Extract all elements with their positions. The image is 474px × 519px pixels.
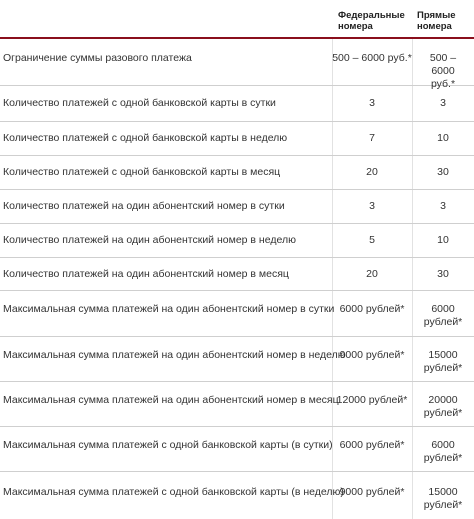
direct-value: 3 xyxy=(440,97,446,109)
table-row xyxy=(0,337,474,382)
direct-value: 20000 рублей* xyxy=(423,394,463,419)
row-label: Количество платежей на один абонентский номер в месяц xyxy=(3,268,289,280)
direct-value: 30 xyxy=(437,268,449,280)
federal-value: 6000 рублей* xyxy=(339,439,405,451)
federal-value: 3 xyxy=(369,200,375,212)
federal-value: 3 xyxy=(369,97,375,109)
row-label: Максимальная сумма платежей на один абонентский номер в сутки xyxy=(3,303,335,315)
table-row xyxy=(0,224,474,258)
row-label: Максимальная сумма платежей с одной банковской карты (в сутки) xyxy=(3,439,333,451)
federal-value: 12000 рублей* xyxy=(336,394,408,406)
direct-value: 3 xyxy=(440,200,446,212)
column-header-direct: Прямые номера xyxy=(417,10,456,32)
table-row xyxy=(0,291,474,337)
direct-value: 10 xyxy=(437,132,449,144)
table-header xyxy=(0,0,474,38)
column-header-federal: Федеральные номера xyxy=(338,10,405,32)
row-label: Количество платежей на один абонентский номер в сутки xyxy=(3,200,285,212)
table-row xyxy=(0,122,474,156)
row-label: Максимальная сумма платежей на один абонентский номер в неделю xyxy=(3,349,346,361)
table-row xyxy=(0,39,474,90)
row-label: Количество платежей на один абонентский номер в неделю xyxy=(3,234,296,246)
direct-value: 15000 рублей* xyxy=(423,486,463,511)
federal-value: 20 xyxy=(366,166,378,178)
row-label: Максимальная сумма платежей на один абонентский номер в месяц xyxy=(3,394,339,406)
direct-value: 6000 рублей* xyxy=(423,303,463,328)
federal-value: 9000 рублей* xyxy=(339,349,405,361)
federal-value: 500 – 6000 руб.* xyxy=(332,52,412,64)
row-label: Количество платежей с одной банковской карты в неделю xyxy=(3,132,288,144)
row-label: Ограничение суммы разового платежа xyxy=(3,52,192,64)
table-row xyxy=(0,258,474,291)
table-row xyxy=(0,382,474,427)
federal-value: 7 xyxy=(369,132,375,144)
table-row xyxy=(0,190,474,224)
direct-value: 6000 рублей* xyxy=(423,439,463,464)
federal-value: 20 xyxy=(366,268,378,280)
federal-value: 6000 рублей* xyxy=(339,303,405,315)
row-label: Максимальная сумма платежей с одной банковской карты (в неделю) xyxy=(3,486,344,498)
row-label: Количество платежей с одной банковской карты в месяц xyxy=(3,166,281,178)
direct-value: 15000 рублей* xyxy=(423,349,463,374)
federal-value: 5 xyxy=(369,234,375,246)
table-row xyxy=(0,86,474,122)
federal-value: 9000 рублей* xyxy=(339,486,405,498)
direct-value: 500 – 6000 руб.* xyxy=(429,52,457,90)
table-row xyxy=(0,472,474,518)
direct-value: 10 xyxy=(437,234,449,246)
row-label: Количество платежей с одной банковской карты в сутки xyxy=(3,97,276,109)
direct-value: 30 xyxy=(437,166,449,178)
table-row xyxy=(0,427,474,472)
table-row xyxy=(0,156,474,190)
